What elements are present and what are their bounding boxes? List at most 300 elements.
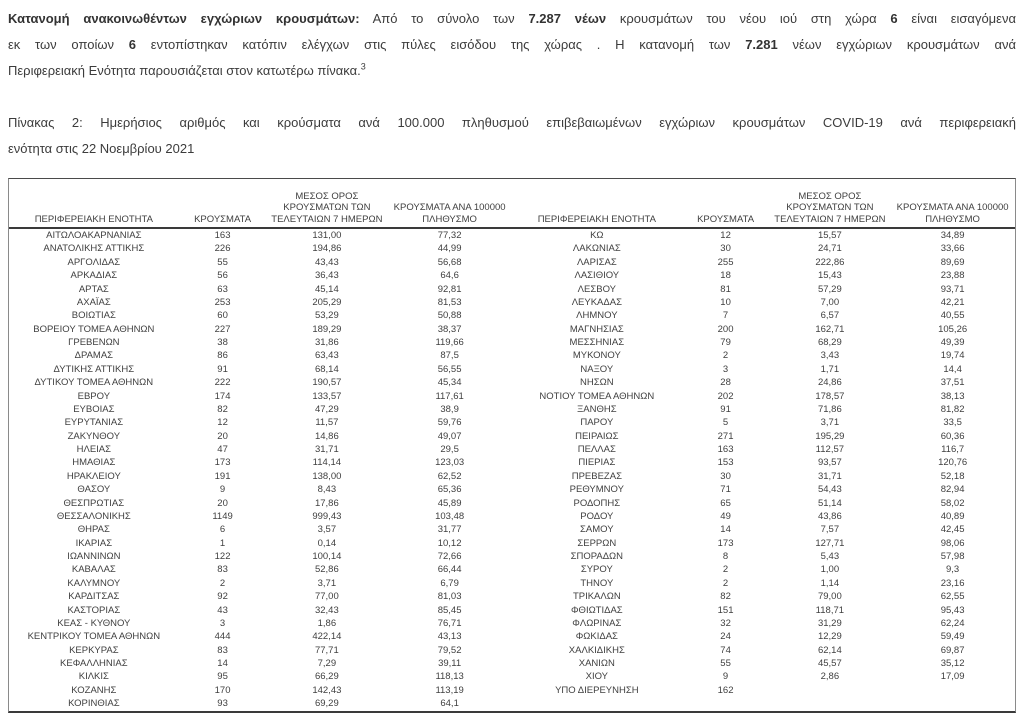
text-segment: εκ των οποίων (8, 37, 129, 52)
region-cell: ΛΕΣΒΟΥ (577, 283, 616, 295)
region-cell: ΙΩΑΝΝΙΝΩΝ (67, 551, 121, 562)
cases-cell: 173 (717, 537, 734, 549)
per100k-cell: 72,66 (437, 551, 462, 562)
per100k-cell: 38,9 (440, 403, 459, 415)
region-cell: ΘΕΣΣΑΛΟΝΙΚΗΣ (56, 510, 131, 522)
table-caption (8, 110, 1016, 162)
avg7days-cell: 71,86 (817, 403, 842, 415)
text-segment: κρουσμάτων του νέου ιού στη χώρα (606, 11, 891, 26)
avg7days-cell: 194,86 (312, 243, 342, 255)
region-cell: ΑΧΑΪΑΣ (76, 296, 111, 308)
region-cell: ΕΥΒΟΙΑΣ (73, 403, 115, 415)
cases-cell: 162 (717, 684, 734, 696)
per100k-cell: 118,13 (435, 671, 464, 683)
column-header-avg7days: ΜΕΣΟΣ ΟΡΟΣ ΚΡΟΥΣΜΑΤΩΝ ΤΩΝ ΤΕΛΕΥΤΑΙΩΝ 7 ΗΜΕΡΩΝ (271, 190, 383, 225)
cases-cell: 222 (214, 377, 231, 389)
region-cell: ΜΕΣΣΗΝΙΑΣ (569, 337, 625, 348)
avg7days-cell: 53,29 (314, 310, 339, 322)
region-cell: ΚΕΝΤΡΙΚΟΥ ΤΟΜΕΑ ΑΘΗΝΩΝ (27, 631, 161, 643)
cases-cell: 3 (722, 363, 729, 375)
avg7days-cell: 1,00 (820, 564, 840, 576)
region-cell: ΦΘΙΩΤΙΔΑΣ (570, 604, 623, 616)
column-header-cases: ΚΡΟΥΣΜΑΤΑ (697, 213, 755, 225)
per100k-cell: 119,66 (435, 337, 464, 348)
cases-cell: 3 (219, 617, 226, 629)
per100k-cell: 40,55 (940, 310, 965, 322)
cases-cell: 55 (720, 658, 731, 669)
region-cell: ΛΗΜΝΟΥ (576, 310, 618, 322)
text-segment: ενότητα στις 22 Νοεμβρίου 2021 (8, 141, 195, 156)
per100k-cell: 57,98 (940, 551, 965, 562)
avg7days-cell: 190,57 (312, 377, 342, 389)
per100k-cell: 19,74 (940, 350, 965, 362)
cases-cell: 200 (717, 323, 734, 335)
region-cell: ΠΕΛΛΑΣ (577, 444, 616, 455)
region-cell: ΑΡΚΑΔΙΑΣ (70, 270, 118, 282)
cases-cell: 79 (720, 337, 731, 348)
per100k-cell: 92,81 (437, 283, 462, 295)
intro-paragraph (8, 6, 1016, 84)
per100k-cell: 38,13 (940, 390, 965, 402)
avg7days-cell: 12,29 (817, 631, 842, 643)
cases-cell: 122 (214, 551, 231, 562)
paragraph-line (8, 6, 1016, 32)
region-cell: ΣΥΡΟΥ (580, 564, 613, 576)
region-cell: ΚΑΒΑΛΑΣ (71, 564, 116, 576)
region-cell: ΜΥΚΟΝΟΥ (572, 350, 621, 362)
avg7days-cell: 43,43 (314, 256, 339, 268)
cases-cell: 271 (717, 430, 734, 442)
avg7days-cell (769, 697, 890, 710)
region-cell: ΛΑΣΙΘΙΟΥ (574, 270, 620, 282)
column-header-cases: ΚΡΟΥΣΜΑΤΑ (194, 213, 252, 225)
cases-cell: 38 (217, 337, 228, 348)
avg7days-cell: 3,57 (317, 524, 337, 536)
avg7days-cell: 2,86 (820, 671, 840, 683)
cases-cell: 56 (217, 270, 228, 282)
region-cell: ΖΑΚΥΝΘΟΥ (67, 430, 121, 442)
per100k-cell: 38,37 (437, 323, 462, 335)
per100k-cell: 120,76 (938, 457, 968, 469)
avg7days-cell: 189,29 (312, 323, 342, 335)
avg7days-cell: 77,00 (314, 591, 339, 603)
per100k-cell: 33,66 (940, 243, 965, 255)
avg7days-cell: 112,57 (815, 444, 845, 455)
per100k-cell: 9,3 (946, 564, 960, 576)
avg7days-cell: 5,43 (820, 551, 840, 562)
cases-cell: 191 (214, 470, 231, 482)
cases-cell: 95 (217, 671, 228, 683)
cases-cell: 49 (720, 510, 731, 522)
per100k-cell: 34,89 (940, 230, 965, 241)
column-header-region: ΠΕΡΙΦΕΡΕΙΑΚΗ ΕΝΟΤΗΤΑ (34, 213, 153, 225)
column-header-avg7days: ΜΕΣΟΣ ΟΡΟΣ ΚΡΟΥΣΜΑΤΩΝ ΤΩΝ ΤΕΛΕΥΤΑΙΩΝ 7 ΗΜΕΡΩΝ (774, 190, 886, 225)
per100k-cell: 6,79 (440, 577, 459, 589)
cases-cell: 226 (214, 243, 231, 255)
region-cell: ΧΑΛΚΙΔΙΚΗΣ (568, 644, 625, 656)
cases-cell: 9 (722, 671, 729, 683)
per100k-cell: 98,06 (940, 537, 965, 549)
region-cell: ΚΕΑΣ - ΚΥΘΝΟΥ (57, 617, 131, 629)
cases-cell: 6 (219, 524, 226, 536)
avg7days-cell: 11,57 (315, 417, 339, 429)
avg7days-cell: 7,57 (820, 524, 840, 536)
paragraph-line (8, 58, 1016, 84)
per100k-cell: 58,02 (940, 497, 965, 509)
per100k-cell: 69,87 (940, 644, 965, 656)
region-cell: ΘΗΡΑΣ (77, 524, 110, 536)
column-header-per100k: ΚΡΟΥΣΜΑΤΑ ΑΝΑ 100000 ΠΛΗΘΥΣΜΟ (393, 202, 506, 225)
cases-cell: 93 (217, 698, 228, 710)
avg7days-cell: 31,71 (314, 444, 339, 455)
avg7days-cell: 8,43 (317, 484, 337, 496)
region-cell: ΑΡΓΟΛΙΔΑΣ (67, 256, 121, 268)
per100k-cell: 56,68 (437, 256, 462, 268)
per100k-cell: 116,7 (941, 444, 965, 455)
cases-cell: 170 (214, 684, 231, 696)
cases-cell: 163 (717, 444, 734, 455)
per100k-cell: 59,49 (940, 631, 965, 643)
avg7days-cell: 7,29 (317, 658, 337, 669)
column-header-region: ΠΕΡΙΦΕΡΕΙΑΚΗ ΕΝΟΤΗΤΑ (537, 213, 656, 225)
paragraph-line (8, 136, 1016, 162)
cases-cell: 18 (720, 270, 731, 282)
avg7days-cell: 999,43 (312, 510, 342, 522)
cases-cell: 20 (217, 497, 228, 509)
region-cell: ΤΗΝΟΥ (580, 577, 614, 589)
region-cell: ΔΡΑΜΑΣ (74, 350, 114, 362)
avg7days-cell: 45,14 (314, 283, 339, 295)
per100k-cell: 113,19 (435, 684, 464, 696)
region-cell: ΘΑΣΟΥ (77, 484, 111, 496)
avg7days-cell: 0,14 (317, 537, 337, 549)
avg7days-cell: 195,29 (815, 430, 845, 442)
region-cell: ΠΡΕΒΕΖΑΣ (571, 470, 622, 482)
region-cell: ΒΟΙΩΤΙΑΣ (71, 310, 116, 322)
avg7days-cell: 118,71 (815, 604, 845, 616)
avg7days-cell: 6,57 (820, 310, 840, 322)
text-segment: 7.281 (745, 37, 778, 52)
avg7days-cell: 31,29 (817, 617, 842, 629)
cases-cell: 163 (214, 230, 231, 241)
avg7days-cell: 222,86 (815, 256, 845, 268)
cases-cell: 8 (722, 551, 729, 562)
per100k-cell: 93,71 (940, 283, 965, 295)
cases-cell: 444 (214, 631, 231, 643)
cases-cell: 2 (722, 564, 729, 576)
avg7days-cell: 1,71 (820, 363, 840, 375)
avg7days-cell: 127,71 (815, 537, 845, 549)
region-cell: ΞΑΝΘΗΣ (577, 403, 617, 415)
text-segment: Πίνακας 2: Ημερήσιος αριθμός και κρούσματα ανά 100.000 πληθυσμού επιβεβαιωμένων εγχώριων κρουσμάτων COVID-19 ανά περιφερειακή (8, 115, 1016, 130)
region-cell: ΠΑΡΟΥ (580, 417, 614, 429)
avg7days-cell: 79,00 (817, 591, 842, 603)
region-cell: ΗΡΑΚΛΕΙΟΥ (66, 470, 121, 482)
region-cell: ΝΟΤΙΟΥ ΤΟΜΕΑ ΑΘΗΝΩΝ (539, 390, 655, 402)
covid-regional-table (8, 178, 1016, 713)
region-cell: ΑΙΤΩΛΟΑΚΑΡΝΑΝΙΑΣ (46, 230, 142, 241)
paragraph-line (8, 32, 1016, 58)
cases-cell: 20 (217, 430, 228, 442)
per100k-cell: 60,36 (940, 430, 965, 442)
region-cell: ΑΝΑΤΟΛΙΚΗΣ ΑΤΤΙΚΗΣ (43, 243, 145, 255)
cases-cell: 10 (720, 296, 731, 308)
text-segment: 7.287 νέων (528, 11, 607, 26)
avg7days-cell: 178,57 (815, 390, 845, 402)
avg7days-cell: 47,29 (314, 403, 339, 415)
avg7days-cell: 15,57 (817, 230, 842, 241)
avg7days-cell: 100,14 (312, 551, 342, 562)
avg7days-cell (769, 684, 890, 697)
region-cell: ΡΟΔΟΠΗΣ (573, 497, 621, 509)
per100k-cell: 82,94 (940, 484, 965, 496)
cases-cell: 255 (717, 256, 734, 268)
avg7days-cell: 31,86 (314, 337, 339, 348)
cases-cell: 63 (217, 283, 228, 295)
cases-cell: 253 (214, 296, 231, 308)
cases-cell: 9 (219, 484, 226, 496)
per100k-cell: 39,11 (438, 658, 462, 669)
cases-cell: 2 (722, 350, 729, 362)
avg7days-cell: 24,71 (817, 243, 842, 255)
avg7days-cell: 62,14 (817, 644, 842, 656)
per100k-cell: 117,61 (435, 390, 464, 402)
cases-cell: 55 (217, 256, 228, 268)
avg7days-cell: 31,71 (817, 470, 842, 482)
cases-cell: 7 (722, 310, 729, 322)
per100k-cell: 50,88 (437, 310, 462, 322)
avg7days-cell: 162,71 (815, 323, 845, 335)
cases-cell: 47 (217, 444, 228, 455)
region-cell: ΚΟΡΙΝΘΙΑΣ (68, 698, 120, 710)
region-cell: ΚΙΛΚΙΣ (78, 671, 109, 683)
cases-cell: 91 (720, 403, 731, 415)
per100k-cell: 79,52 (437, 644, 462, 656)
region-cell: ΡΕΘΥΜΝΟΥ (569, 484, 624, 496)
region-cell: ΕΥΡΥΤΑΝΙΑΣ (64, 417, 124, 429)
avg7days-cell: 7,00 (820, 296, 840, 308)
avg7days-cell: 114,14 (312, 457, 342, 469)
column-header-per100k: ΚΡΟΥΣΜΑΤΑ ΑΝΑ 100000 ΠΛΗΘΥΣΜΟ (896, 202, 1009, 225)
per100k-cell: 87,5 (440, 350, 459, 362)
table-header-row (9, 179, 1015, 229)
avg7days-cell: 36,43 (314, 270, 339, 282)
avg7days-cell: 43,86 (817, 510, 842, 522)
per100k-cell: 59,76 (437, 417, 462, 429)
per100k-cell: 62,52 (437, 470, 462, 482)
cases-cell: 14 (720, 524, 731, 536)
region-cell: ΡΟΔΟΥ (580, 510, 614, 522)
region-cell: ΛΑΚΩΝΙΑΣ (572, 243, 621, 255)
avg7days-cell: 1,14 (820, 577, 840, 589)
region-cell: ΣΠΟΡΑΔΩΝ (570, 551, 624, 562)
per100k-cell: 81,82 (940, 403, 965, 415)
per100k-cell: 23,88 (940, 270, 965, 282)
avg7days-cell: 57,29 (817, 283, 842, 295)
avg7days-cell: 69,29 (314, 698, 339, 710)
text-segment: νέων εγχώριων κρουσμάτων ανά (777, 37, 1016, 52)
region-cell: ΧΑΝΙΩΝ (578, 658, 615, 669)
region-cell: ΠΙΕΡΙΑΣ (578, 457, 616, 469)
region-cell: ΘΕΣΠΡΩΤΙΑΣ (63, 497, 125, 509)
per100k-cell: 49,39 (940, 337, 965, 348)
per100k-cell: 40,89 (940, 510, 965, 522)
per100k-cell: 62,55 (940, 591, 965, 603)
per100k-cell (890, 684, 1015, 697)
per100k-cell: 49,07 (437, 430, 462, 442)
region-cell: ΤΡΙΚΑΛΩΝ (572, 591, 621, 603)
region-cell: ΔΥΤΙΚΟΥ ΤΟΜΕΑ ΑΘΗΝΩΝ (34, 377, 154, 389)
per100k-cell: 17,09 (940, 671, 965, 683)
cases-cell: 227 (214, 323, 231, 335)
region-cell: ΣΑΜΟΥ (580, 524, 614, 536)
avg7days-cell: 68,29 (817, 337, 842, 348)
per100k-cell: 77,32 (437, 230, 462, 241)
per100k-cell: 14,4 (943, 363, 962, 375)
avg7days-cell: 51,14 (817, 497, 842, 509)
region-cell: ΧΙΟΥ (585, 671, 609, 683)
cases-cell: 81 (720, 283, 731, 295)
per100k-cell: 64,1 (440, 698, 459, 710)
avg7days-cell: 45,57 (817, 658, 842, 669)
cases-cell: 83 (217, 564, 228, 576)
region-cell: ΛΑΡΙΣΑΣ (576, 256, 617, 268)
text-segment: εντοπίστηκαν κατόπιν ελέγχων στις πύλες εισόδου της χώρας . Η κατανομή των (136, 37, 746, 52)
region-cell: ΗΛΕΙΑΣ (76, 444, 112, 455)
avg7days-cell: 138,00 (312, 470, 342, 482)
per100k-cell: 81,53 (437, 296, 462, 308)
region-cell: ΠΕΙΡΑΙΩΣ (575, 430, 619, 442)
cases-cell: 202 (717, 390, 734, 402)
avg7days-cell: 66,29 (314, 671, 339, 683)
per100k-cell: 62,24 (940, 617, 965, 629)
region-cell: ΗΜΑΘΙΑΣ (72, 457, 116, 469)
text-segment: είναι εισαγόμενα (897, 11, 1016, 26)
cases-cell: 24 (720, 631, 731, 643)
region-cell: ΜΑΓΝΗΣΙΑΣ (569, 323, 624, 335)
footnote-marker: 3 (360, 61, 366, 72)
cases-cell: 43 (217, 604, 228, 616)
avg7days-cell: 63,43 (314, 350, 339, 362)
cases-cell: 71 (720, 484, 731, 496)
avg7days-cell: 54,43 (817, 484, 842, 496)
region-cell: ΦΩΚΙΔΑΣ (575, 631, 618, 643)
per100k-cell: 37,51 (940, 377, 965, 389)
avg7days-cell: 15,43 (817, 270, 842, 282)
per100k-cell: 10,12 (437, 537, 462, 549)
region-cell: ΙΚΑΡΙΑΣ (75, 537, 113, 549)
per100k-cell: 105,26 (938, 323, 968, 335)
per100k-cell: 89,69 (940, 256, 965, 268)
per100k-cell: 103,48 (435, 510, 465, 522)
avg7days-cell: 17,86 (314, 497, 339, 509)
per100k-cell: 33,5 (943, 417, 962, 429)
per100k-cell: 45,34 (437, 377, 462, 389)
avg7days-cell: 131,00 (312, 230, 342, 241)
region-cell: ΔΥΤΙΚΗΣ ΑΤΤΙΚΗΣ (53, 363, 135, 375)
per100k-cell: 31,77 (437, 524, 462, 536)
cases-cell: 153 (717, 457, 734, 469)
region-cell: ΥΠΟ ΔΙΕΡΕΥΝΗΣΗ (555, 684, 639, 696)
cases-cell: 91 (217, 363, 228, 375)
per100k-cell: 56,55 (437, 363, 462, 375)
avg7days-cell: 14,86 (314, 430, 339, 442)
cases-cell (682, 697, 770, 710)
region-cell: ΚΑΡΔΙΤΣΑΣ (68, 591, 120, 603)
region-cell: ΚΕΡΚΥΡΑΣ (69, 644, 119, 656)
cases-cell: 1149 (212, 510, 233, 522)
cases-cell: 60 (217, 310, 228, 322)
region-cell: ΛΕΥΚΑΔΑΣ (571, 296, 622, 308)
per100k-cell: 29,5 (440, 444, 459, 455)
region-cell: ΝΗΣΩΝ (580, 377, 614, 389)
avg7days-cell: 68,14 (314, 363, 339, 375)
cases-cell: 82 (720, 591, 731, 603)
avg7days-cell: 422,14 (312, 631, 342, 643)
avg7days-cell: 24,86 (817, 377, 842, 389)
avg7days-cell: 205,29 (312, 296, 342, 308)
avg7days-cell: 1,86 (317, 617, 337, 629)
per100k-cell: 42,45 (940, 524, 965, 536)
cases-cell: 174 (214, 390, 231, 402)
avg7days-cell: 133,57 (312, 390, 342, 402)
region-cell: ΝΑΞΟΥ (580, 363, 614, 375)
text-segment: Από το σύνολο των (359, 11, 529, 26)
per100k-cell: 76,71 (437, 617, 462, 629)
region-cell: ΚΑΣΤΟΡΙΑΣ (67, 604, 121, 616)
per100k-cell: 65,36 (437, 484, 462, 496)
cases-cell: 82 (217, 403, 228, 415)
per100k-cell: 35,12 (940, 658, 965, 669)
region-cell: ΒΟΡΕΙΟΥ ΤΟΜΕΑ ΑΘΗΝΩΝ (33, 323, 155, 335)
cases-cell: 2 (722, 577, 729, 589)
per100k-cell: 23,16 (940, 577, 965, 589)
per100k-cell: 45,89 (437, 497, 462, 509)
cases-cell: 14 (217, 658, 228, 669)
cases-cell: 86 (217, 350, 228, 362)
cases-cell: 65 (720, 497, 731, 509)
text-segment: Περιφερειακή Ενότητα παρουσιάζεται στον κατωτέρω πίνακα. (8, 63, 361, 78)
per100k-cell: 43,13 (437, 631, 462, 643)
avg7days-cell: 32,43 (314, 604, 339, 616)
cases-cell: 2 (219, 577, 226, 589)
cases-cell: 74 (720, 644, 731, 656)
per100k-cell: 123,03 (435, 457, 465, 469)
per100k-cell: 66,44 (437, 564, 462, 576)
avg7days-cell: 77,71 (314, 644, 339, 656)
region-cell: ΦΛΩΡΙΝΑΣ (572, 617, 622, 629)
cases-cell: 151 (717, 604, 734, 616)
region-cell: ΑΡΤΑΣ (78, 283, 109, 295)
per100k-cell: 44,99 (437, 243, 462, 255)
cases-cell: 12 (217, 417, 228, 429)
per100k-cell: 42,21 (940, 296, 965, 308)
text-segment: 6 (128, 37, 137, 52)
avg7days-cell: 93,57 (817, 457, 842, 469)
region-cell: ΚΩ (590, 230, 604, 241)
avg7days-cell: 3,71 (820, 417, 840, 429)
avg7days-cell: 52,86 (314, 564, 339, 576)
per100k-cell: 95,43 (940, 604, 965, 616)
table-body (9, 229, 1015, 711)
cases-cell: 1 (219, 537, 226, 549)
text-segment: Κατανομή ανακοινωθέντων εγχώριων κρουσμάτων: (8, 11, 360, 26)
cases-cell: 32 (720, 617, 731, 629)
region-cell: ΚΟΖΑΝΗΣ (71, 684, 117, 696)
cases-cell: 30 (720, 470, 731, 482)
avg7days-cell: 3,71 (317, 577, 337, 589)
region-cell: ΚΕΦΑΛΛΗΝΙΑΣ (60, 658, 128, 669)
